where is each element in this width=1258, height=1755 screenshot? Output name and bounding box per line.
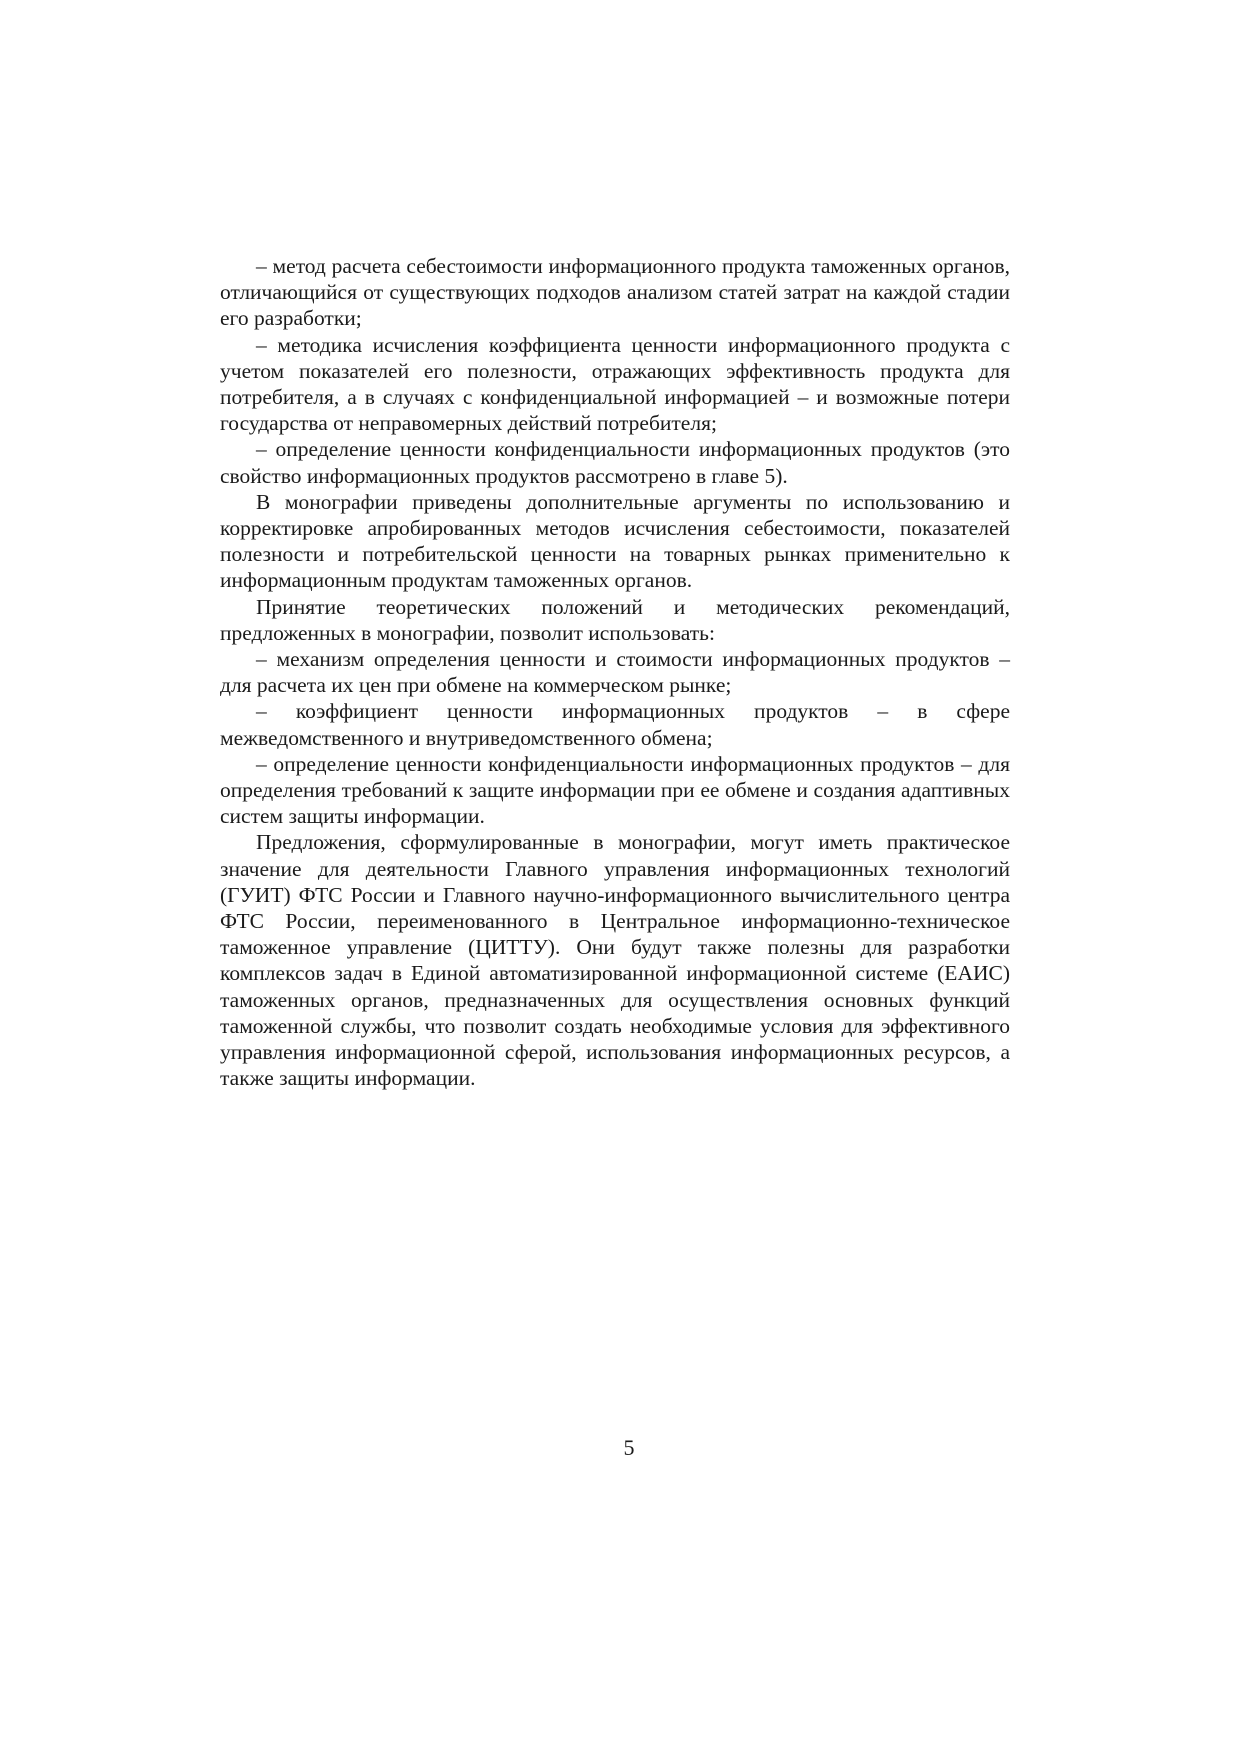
paragraph-confidentiality-definition: – определение ценности конфиденциальности информационных продуктов – для определения требований к защите информации при ее обмене и создания адаптивных систем защиты информации. <box>220 751 1010 829</box>
paragraph-cost-method: – метод расчета себестоимости информационного продукта таможенных органов, отличающийся от существующих подходов анализом статей затрат на каждой стадии его разработки; <box>220 254 1010 331</box>
paragraph-proposals: Предложения, сформулированные в монографии, могут иметь практическое значение для деятельности Главного управления информационных технологий (ГУИТ) ФТС России и Главного научно-информационного вычислительного центра ФТС России, переименованного в Центральное информационно-техническое таможенное управление (ЦИТТУ). Они будут также полезны для разработки комплексов задач в Единой автоматизированной информационной системе (ЕАИС) таможенных органов, предназначенных для осуществления основных функций таможенной службы, что позволит создать необходимые условия для эффективного управления информационной сферой, использования информационных ресурсов, а также защиты информации. <box>220 830 1010 1091</box>
body-text <box>220 253 1010 1092</box>
paragraph-confidentiality-value: – определение ценности конфиденциальности информационных продуктов (это свойство информационных продуктов рассмотрено в главе 5). <box>220 437 1010 488</box>
page-number: 5 <box>623 1435 635 1460</box>
paragraph-value-coefficient-method: – методика исчисления коэффициента ценности информационного продукта с учетом показателей его полезности, отражающих эффективность продукта для потребителя, а в случаях с конфиденциальной информацией – и возможные потери государства от неправомерных действий потребителя; <box>220 332 1010 436</box>
paragraph-coefficient: – коэффициент ценности информационных продуктов – в сфере межведомственного и внутриведомственного обмена; <box>220 699 1010 750</box>
paragraph-mechanism: – механизм определения ценности и стоимости информационных продуктов – для расчета их цен при обмене на коммерческом рынке; <box>220 647 1010 698</box>
paragraph-adoption-intro: Принятие теоретических положений и методических рекомендаций, предложенных в монографии, позволит использовать: <box>220 594 1010 645</box>
paragraph-additional-arguments: В монографии приведены дополнительные аргументы по использованию и корректировке апробированных методов исчисления себестоимости, показателей полезности и потребительской ценности на товарных рынках применительно к информационным продуктам таможенных органов. <box>220 489 1010 593</box>
